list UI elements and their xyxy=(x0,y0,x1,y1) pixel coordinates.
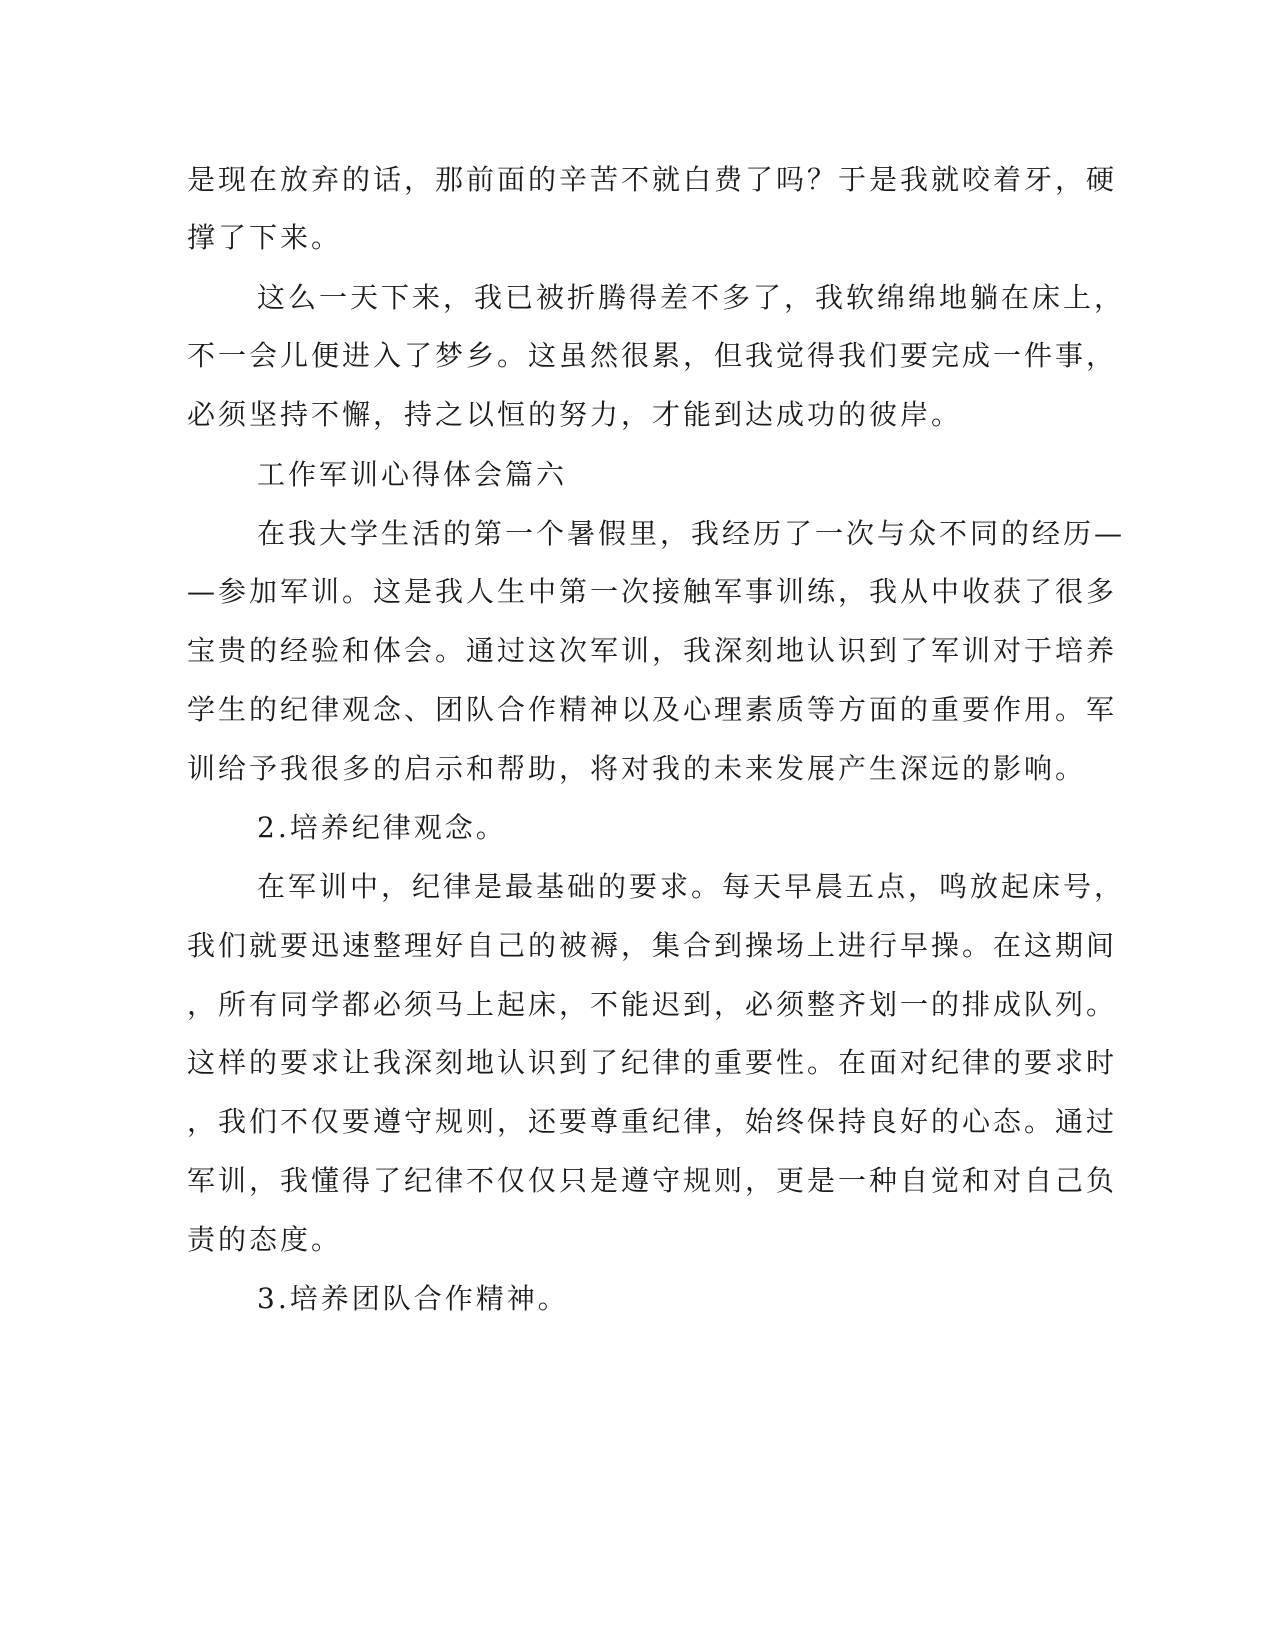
text-line: 责的态度。 xyxy=(187,1223,343,1256)
subheading-2: 2.培养纪律观念。 xyxy=(257,811,507,844)
text-line: 不一会儿便进入了梦乡。这虽然很累，但我觉得我们要完成一件事， xyxy=(187,339,1118,372)
text-line: 训给予我很多的启示和帮助，将对我的未来发展产生深远的影响。 xyxy=(187,752,1087,785)
subheading-3: 3.培养团队合作精神。 xyxy=(257,1282,569,1315)
text-line: 是现在放弃的话，那前面的辛苦不就白费了吗？于是我就咬着牙，硬 xyxy=(187,163,1118,196)
text-line: ，所有同学都必须马上起床，不能迟到，必须整齐划一的排成队列。 xyxy=(187,988,1118,1021)
text-line: 学生的纪律观念、团队合作精神以及心理素质等方面的重要作用。军 xyxy=(187,693,1118,726)
text-line: 必须坚持不懈，持之以恒的努力，才能到达成功的彼岸。 xyxy=(187,398,963,431)
paragraph-first-line: 这么一天下来，我已被折腾得差不多了，我软绵绵地躺在床上， xyxy=(257,281,1126,314)
paragraph-first-line: 在我大学生活的第一个暑假里，我经历了一次与众不同的经历— xyxy=(257,517,1126,550)
text-line: 军训，我懂得了纪律不仅仅只是遵守规则，更是一种自觉和对自己负 xyxy=(187,1164,1118,1197)
text-line: 宝贵的经验和体会。通过这次军训，我深刻地认识到了军训对于培养 xyxy=(187,634,1118,667)
text-line: 这样的要求让我深刻地认识到了纪律的重要性。在面对纪律的要求时 xyxy=(187,1046,1118,1079)
text-line: ，我们不仅要遵守规则，还要尊重纪律，始终保持良好的心态。通过 xyxy=(187,1105,1118,1138)
section-heading: 工作军训心得体会篇六 xyxy=(257,458,568,491)
text-line: 我们就要迅速整理好自己的被褥，集合到操场上进行早操。在这期间 xyxy=(187,929,1118,962)
text-line: 撑了下来。 xyxy=(187,221,343,254)
paragraph-first-line: 在军训中，纪律是最基础的要求。每天早晨五点，鸣放起床号， xyxy=(257,870,1126,903)
text-line: —参加军训。这是我人生中第一次接触军事训练，我从中收获了很多 xyxy=(187,575,1118,608)
